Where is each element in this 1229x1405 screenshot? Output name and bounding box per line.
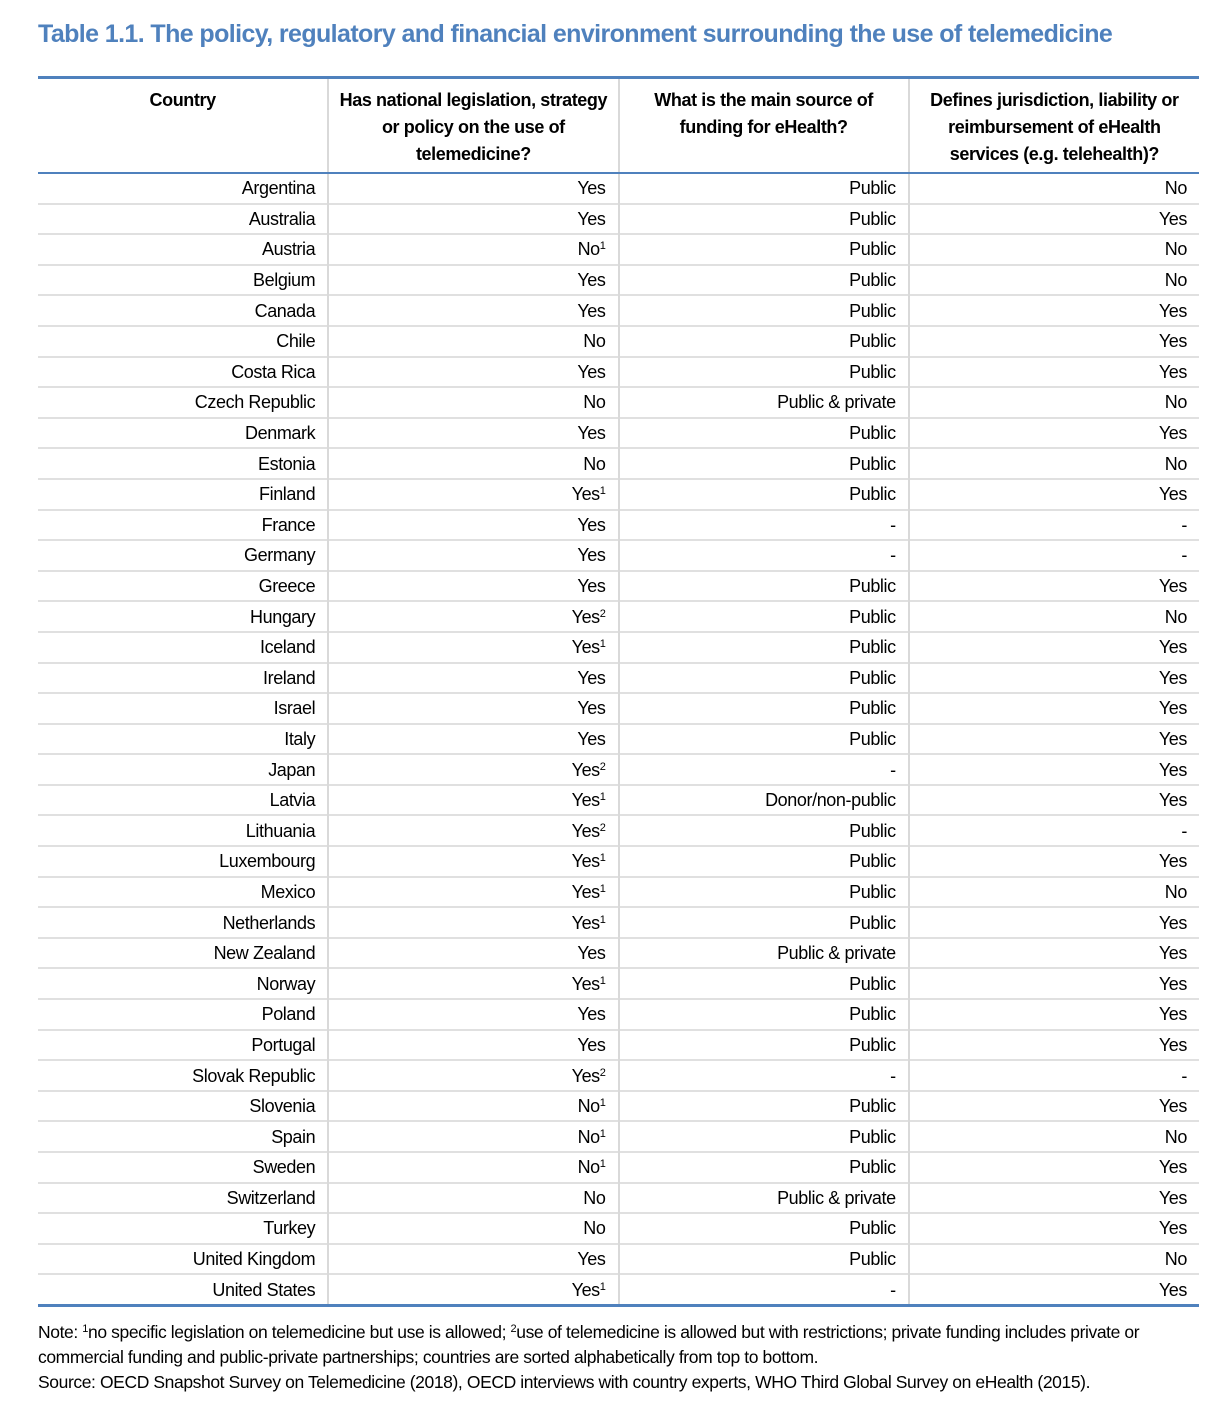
cell-funding: Donor/non-public — [619, 785, 909, 816]
cell-country: Switzerland — [38, 1183, 328, 1214]
cell-defines: No — [909, 877, 1199, 908]
cell-legislation — [328, 387, 618, 418]
cell-country: Estonia — [38, 448, 328, 479]
legislation-value: Yes — [571, 881, 600, 902]
legislation-value: Yes — [571, 1065, 600, 1086]
cell-defines: Yes — [909, 1152, 1199, 1183]
table-row — [38, 846, 1199, 877]
cell-defines: No — [909, 234, 1199, 265]
cell-country: Slovak Republic — [38, 1060, 328, 1091]
cell-legislation — [328, 1213, 618, 1244]
cell-defines: Yes — [909, 632, 1199, 663]
cell-defines: - — [909, 540, 1199, 571]
cell-country: Denmark — [38, 418, 328, 449]
cell-defines: Yes — [909, 1183, 1199, 1214]
cell-country: France — [38, 510, 328, 541]
cell-country: Hungary — [38, 601, 328, 632]
cell-legislation — [328, 571, 618, 602]
cell-defines: No — [909, 1244, 1199, 1275]
cell-funding: Public — [619, 724, 909, 755]
legislation-value: Yes — [577, 514, 606, 535]
footnote-marker: 1 — [599, 240, 606, 253]
cell-legislation — [328, 510, 618, 541]
cell-legislation — [328, 173, 618, 204]
note-part-1: no specific legislation on telemedicine but use is allowed; — [88, 1322, 511, 1342]
cell-defines: Yes — [909, 479, 1199, 510]
cell-defines: Yes — [909, 907, 1199, 938]
legislation-value: No — [583, 453, 606, 474]
legislation-value: Yes — [577, 576, 606, 597]
note-sup-2: 2 — [510, 1323, 517, 1335]
cell-country: Sweden — [38, 1152, 328, 1183]
legislation-value: Yes — [577, 943, 606, 964]
cell-legislation — [328, 693, 618, 724]
cell-country: Portugal — [38, 1030, 328, 1061]
cell-legislation — [328, 234, 618, 265]
cell-defines: Yes — [909, 571, 1199, 602]
cell-legislation — [328, 357, 618, 388]
footnote-marker: 1 — [599, 1127, 606, 1140]
table-row — [38, 234, 1199, 265]
header-legislation: Has national legislation, strategy or policy on the use of telemedicine? — [328, 78, 618, 174]
cell-legislation — [328, 785, 618, 816]
cell-defines: - — [909, 510, 1199, 541]
table-row — [38, 632, 1199, 663]
cell-country: Czech Republic — [38, 387, 328, 418]
cell-funding: Public & private — [619, 938, 909, 969]
cell-funding: Public — [619, 846, 909, 877]
legislation-value: Yes — [577, 1034, 606, 1055]
legislation-value: No — [583, 331, 606, 352]
cell-funding: - — [619, 540, 909, 571]
legislation-value: Yes — [571, 820, 600, 841]
table-row — [38, 968, 1199, 999]
cell-funding: Public — [619, 999, 909, 1030]
cell-defines: Yes — [909, 663, 1199, 694]
source-text: Source: OECD Snapshot Survey on Telemedicine (2018), OECD interviews with country experts, WHO Third Global Survey on eHealth (2015). — [38, 1372, 1091, 1392]
cell-country: Poland — [38, 999, 328, 1030]
footnote-marker: 1 — [599, 1280, 606, 1293]
cell-funding: Public & private — [619, 1183, 909, 1214]
table-row — [38, 1213, 1199, 1244]
cell-country: Turkey — [38, 1213, 328, 1244]
note-part-2: use of telemedicine is allowed but with restrictions; private funding includes private or commercial funding and public-private partnerships; countries are sorted alphabetically from top to bottom. — [38, 1322, 1140, 1367]
legislation-value: Yes — [571, 912, 600, 933]
cell-legislation — [328, 1274, 618, 1305]
cell-funding: Public — [619, 265, 909, 296]
cell-legislation — [328, 540, 618, 571]
cell-funding: Public — [619, 357, 909, 388]
legislation-value: Yes — [571, 637, 600, 658]
cell-country: Israel — [38, 693, 328, 724]
legislation-value: Yes — [577, 1249, 606, 1270]
cell-legislation — [328, 326, 618, 357]
table-row — [38, 173, 1199, 204]
table-row — [38, 1060, 1199, 1091]
footnote-marker: 1 — [599, 638, 606, 651]
cell-funding: Public — [619, 632, 909, 663]
cell-funding: Public — [619, 448, 909, 479]
cell-funding: Public — [619, 295, 909, 326]
legislation-value: Yes — [571, 484, 600, 505]
legislation-value: Yes — [577, 270, 606, 291]
cell-legislation — [328, 479, 618, 510]
cell-defines: No — [909, 601, 1199, 632]
note-sup-1: 1 — [82, 1323, 89, 1335]
table-row — [38, 1244, 1199, 1275]
legislation-value: Yes — [571, 606, 600, 627]
cell-defines: Yes — [909, 846, 1199, 877]
cell-defines: Yes — [909, 754, 1199, 785]
cell-funding: Public — [619, 877, 909, 908]
footnote-marker: 1 — [599, 913, 606, 926]
cell-funding: Public — [619, 571, 909, 602]
cell-defines: Yes — [909, 693, 1199, 724]
legislation-value: No — [583, 1187, 606, 1208]
legislation-value: Yes — [577, 361, 606, 382]
legislation-value: Yes — [577, 178, 606, 199]
cell-country: Australia — [38, 204, 328, 235]
cell-country: Argentina — [241, 178, 316, 199]
cell-funding: Public — [619, 234, 909, 265]
table-row — [38, 418, 1199, 449]
table-row — [38, 1091, 1199, 1122]
legislation-value: Yes — [571, 973, 600, 994]
footnote-marker: 1 — [599, 485, 606, 498]
header-country: Country — [38, 78, 328, 174]
cell-funding: Public — [619, 663, 909, 694]
cell-legislation — [328, 877, 618, 908]
footnote-marker: 1 — [599, 974, 606, 987]
cell-country: Italy — [38, 724, 328, 755]
cell-legislation — [328, 418, 618, 449]
cell-funding: - — [619, 754, 909, 785]
cell-defines: No — [909, 173, 1199, 204]
table-row — [38, 938, 1199, 969]
table-row — [38, 754, 1199, 785]
cell-funding: Public — [619, 173, 909, 204]
cell-legislation — [328, 846, 618, 877]
cell-defines: Yes — [909, 785, 1199, 816]
footnote-marker: 1 — [599, 882, 606, 895]
table-row — [38, 724, 1199, 755]
footnote-marker: 1 — [599, 852, 606, 865]
legislation-value: Yes — [577, 545, 606, 566]
table-row — [38, 1030, 1199, 1061]
cell-legislation — [328, 1244, 618, 1275]
cell-legislation — [328, 448, 618, 479]
table-row — [38, 1274, 1199, 1305]
table-body — [38, 173, 1199, 1305]
cell-legislation — [328, 1183, 618, 1214]
cell-legislation — [328, 632, 618, 663]
header-row — [38, 78, 1199, 174]
cell-defines: Yes — [909, 999, 1199, 1030]
cell-funding: Public — [619, 1213, 909, 1244]
legislation-value: No — [583, 1218, 606, 1239]
cell-country: Slovenia — [38, 1091, 328, 1122]
cell-legislation — [328, 815, 618, 846]
cell-legislation — [328, 1121, 618, 1152]
cell-defines: Yes — [909, 1030, 1199, 1061]
cell-funding: Public — [619, 1121, 909, 1152]
cell-funding: Public — [619, 693, 909, 724]
cell-country: Latvia — [38, 785, 328, 816]
table-row — [38, 265, 1199, 296]
legislation-value: Yes — [571, 759, 600, 780]
table-row — [38, 877, 1199, 908]
table-row — [38, 1121, 1199, 1152]
cell-country: New Zealand — [38, 938, 328, 969]
cell-legislation — [328, 1060, 618, 1091]
cell-defines: Yes — [909, 938, 1199, 969]
cell-legislation — [328, 968, 618, 999]
cell-funding: - — [619, 1274, 909, 1305]
cell-legislation — [328, 938, 618, 969]
cell-legislation — [328, 601, 618, 632]
legislation-value: Yes — [577, 208, 606, 229]
table-row — [38, 907, 1199, 938]
cell-country: Greece — [38, 571, 328, 602]
table-row — [38, 479, 1199, 510]
footnote-marker: 2 — [599, 1066, 606, 1079]
cell-defines: No — [909, 448, 1199, 479]
cell-funding: - — [619, 510, 909, 541]
table-row — [38, 693, 1199, 724]
cell-funding: Public — [619, 601, 909, 632]
cell-defines: Yes — [909, 1091, 1199, 1122]
cell-country: Chile — [38, 326, 328, 357]
table-row — [38, 999, 1199, 1030]
cell-funding: Public — [619, 1244, 909, 1275]
cell-funding: Public — [619, 479, 909, 510]
note-text — [38, 1320, 1208, 1370]
cell-legislation — [328, 754, 618, 785]
cell-legislation — [328, 204, 618, 235]
cell-legislation — [328, 265, 618, 296]
table-row — [38, 601, 1199, 632]
cell-funding: Public — [619, 204, 909, 235]
cell-legislation — [328, 1152, 618, 1183]
cell-country: Costa Rica — [38, 357, 328, 388]
cell-defines: Yes — [909, 295, 1199, 326]
cell-defines: Yes — [909, 326, 1199, 357]
cell-funding: Public — [619, 418, 909, 449]
legislation-value: No — [577, 1096, 600, 1117]
cell-country: Luxembourg — [38, 846, 328, 877]
cell-country: Canada — [38, 295, 328, 326]
cell-funding: Public — [619, 968, 909, 999]
cell-legislation — [328, 907, 618, 938]
cell-defines: Yes — [909, 1274, 1199, 1305]
header-funding: What is the main source of funding for eHealth? — [619, 78, 909, 174]
footnote-marker: 2 — [599, 607, 606, 620]
cell-country: Ireland — [38, 663, 328, 694]
table-row — [38, 295, 1199, 326]
cell-legislation — [328, 1091, 618, 1122]
cell-country: United States — [38, 1274, 328, 1305]
cell-defines: No — [909, 265, 1199, 296]
legislation-value: Yes — [577, 728, 606, 749]
cell-funding: Public — [619, 326, 909, 357]
cell-country: Spain — [38, 1121, 328, 1152]
footnote-marker: 1 — [599, 1158, 606, 1171]
legislation-value: Yes — [577, 300, 606, 321]
legislation-value: Yes — [571, 790, 600, 811]
legislation-value: No — [583, 392, 606, 413]
cell-defines: - — [909, 815, 1199, 846]
cell-defines: Yes — [909, 724, 1199, 755]
table-row — [38, 571, 1199, 602]
header-defines: Defines jurisdiction, liability or reimbursement of eHealth services (e.g. telehealth)? — [909, 78, 1199, 174]
cell-country: Iceland — [38, 632, 328, 663]
cell-defines: Yes — [909, 1213, 1199, 1244]
footnote-marker: 2 — [599, 760, 606, 773]
cell-funding: Public — [619, 1152, 909, 1183]
legislation-value: Yes — [577, 423, 606, 444]
cell-legislation — [328, 724, 618, 755]
table-row — [38, 663, 1199, 694]
legislation-value: No — [577, 1157, 600, 1178]
cell-country: Germany — [38, 540, 328, 571]
footnote-marker: 1 — [599, 1097, 606, 1110]
table-row — [38, 785, 1199, 816]
table-row — [38, 815, 1199, 846]
cell-country: Belgium — [38, 265, 328, 296]
cell-defines: Yes — [909, 357, 1199, 388]
table-row — [38, 326, 1199, 357]
table-row — [38, 540, 1199, 571]
cell-funding: Public — [619, 1030, 909, 1061]
cell-defines: Yes — [909, 968, 1199, 999]
table-row — [38, 204, 1199, 235]
table-row — [38, 448, 1199, 479]
cell-legislation — [328, 295, 618, 326]
legislation-value: No — [577, 1126, 600, 1147]
cell-defines: - — [909, 1060, 1199, 1091]
legislation-value: Yes — [571, 1279, 600, 1300]
cell-country: Mexico — [38, 877, 328, 908]
cell-legislation — [328, 663, 618, 694]
table-row — [38, 1183, 1199, 1214]
cell-defines: No — [909, 1121, 1199, 1152]
legislation-value: Yes — [577, 698, 606, 719]
cell-country: Netherlands — [38, 907, 328, 938]
cell-funding: Public — [619, 815, 909, 846]
cell-country: Norway — [38, 968, 328, 999]
telemedicine-table — [38, 76, 1199, 1307]
cell-country: Finland — [38, 479, 328, 510]
legislation-value: Yes — [577, 1004, 606, 1025]
cell-legislation — [328, 999, 618, 1030]
cell-country: Japan — [38, 754, 328, 785]
cell-legislation — [328, 1030, 618, 1061]
table-row — [38, 387, 1199, 418]
cell-funding: Public & private — [619, 387, 909, 418]
cell-funding: Public — [619, 907, 909, 938]
table-row — [38, 510, 1199, 541]
note-prefix: Note: — [38, 1322, 83, 1342]
cell-country: Lithuania — [38, 815, 328, 846]
table-row — [38, 357, 1199, 388]
cell-defines: Yes — [909, 418, 1199, 449]
table-note — [38, 1320, 1208, 1395]
cell-country: Austria — [38, 234, 328, 265]
footnote-marker: 1 — [599, 791, 606, 804]
table-row — [38, 1152, 1199, 1183]
cell-defines: Yes — [909, 204, 1199, 235]
legislation-value: Yes — [577, 667, 606, 688]
cell-funding: - — [619, 1060, 909, 1091]
legislation-value: Yes — [571, 851, 600, 872]
cell-funding: Public — [619, 1091, 909, 1122]
legislation-value: No — [577, 239, 600, 260]
cell-defines: No — [909, 387, 1199, 418]
cell-country: United Kingdom — [38, 1244, 328, 1275]
footnote-marker: 2 — [599, 821, 606, 834]
table-title: Table 1.1. The policy, regulatory and financial environment surrounding the use of telemedicine — [38, 20, 1113, 48]
